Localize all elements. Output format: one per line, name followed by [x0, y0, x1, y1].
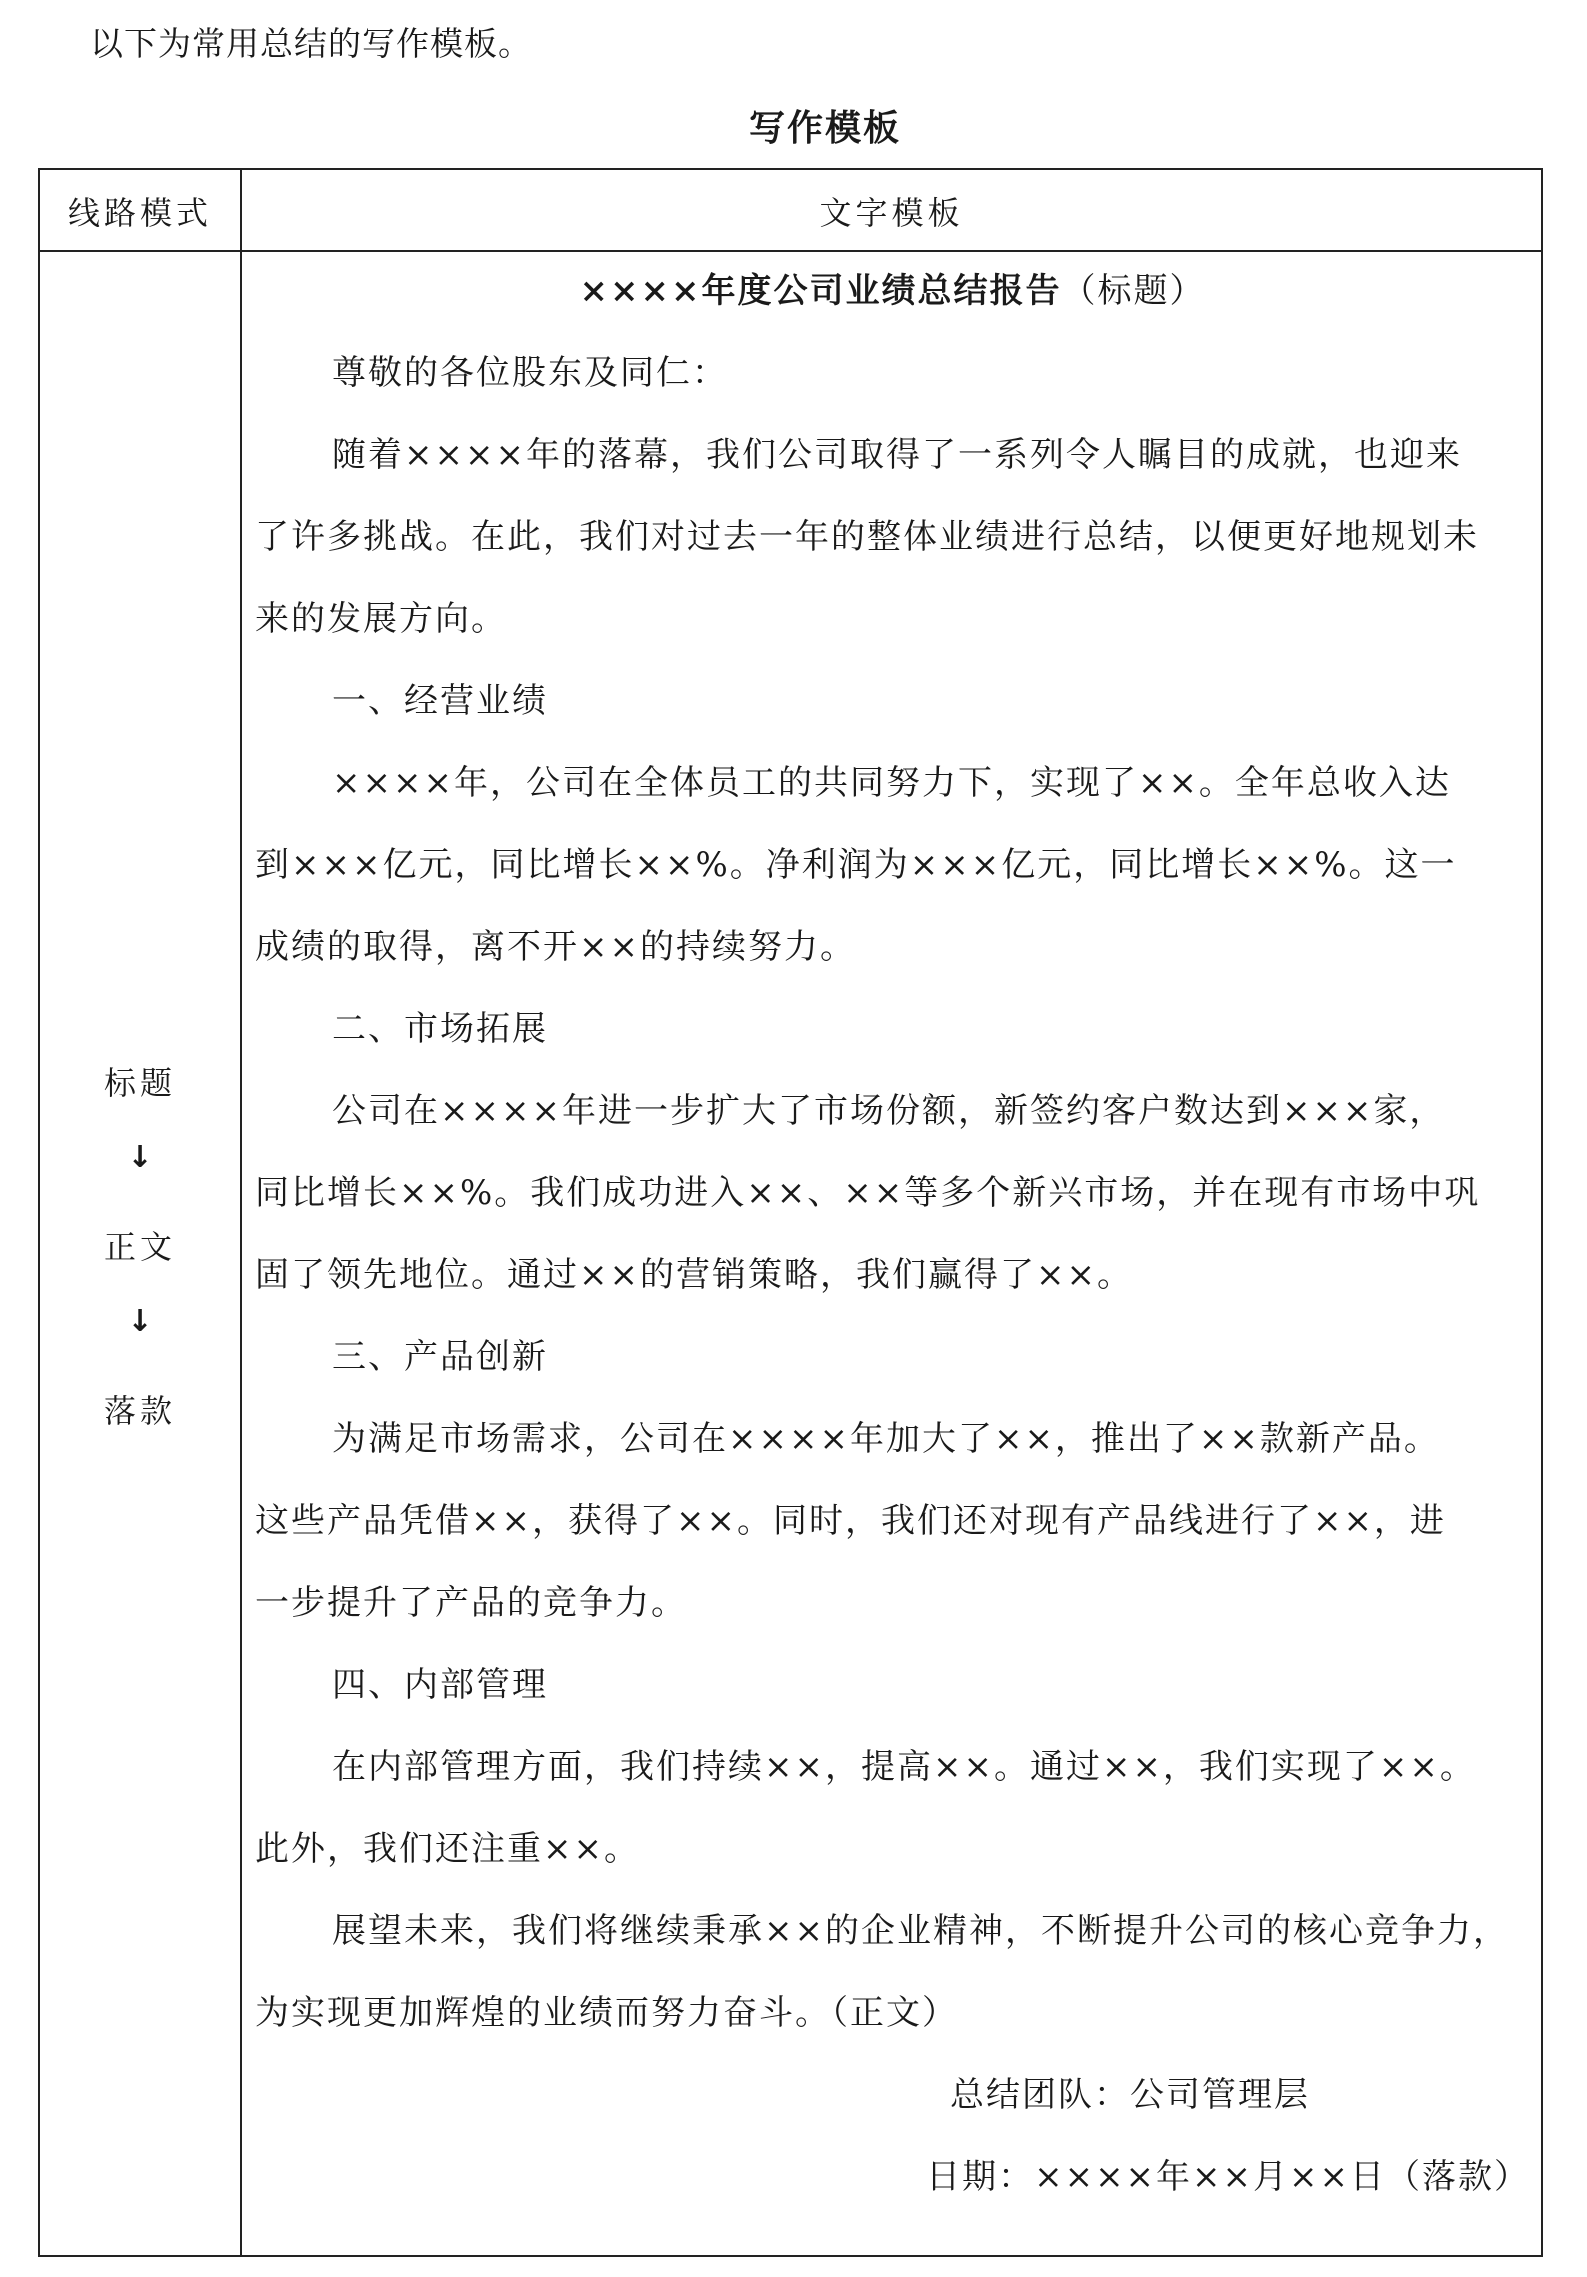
paragraph-line: 同比增长××%。我们成功进入××、××等多个新兴市场，并在现有市场中巩 — [255, 1173, 1481, 1213]
flow-step-signature: 落款 — [103, 1392, 176, 1430]
doc-title-note: （标题） — [1061, 271, 1206, 311]
table-column-divider — [240, 168, 242, 2257]
paragraph-line: 到×××亿元，同比增长××%。净利润为×××亿元，同比增长××%。这一 — [255, 845, 1457, 885]
paragraph-line: 此外，我们还注重××。 — [255, 1829, 640, 1869]
header-text-template: 文字模板 — [819, 194, 964, 232]
paragraph-line: 成绩的取得，离不开××的持续努力。 — [255, 927, 856, 967]
intro-text: 以下为常用总结的写作模板。 — [90, 24, 532, 63]
arrow-down-icon: ↓ — [127, 1304, 153, 1339]
table-border-top — [38, 168, 1543, 170]
table-caption: 写作模板 — [748, 108, 901, 149]
salutation: 尊敬的各位股东及同仁： — [332, 353, 728, 393]
template-body — [255, 250, 1530, 2218]
paragraph-line: 固了领先地位。通过××的营销策略，我们赢得了××。 — [255, 1255, 1133, 1295]
flow-step-title: 标题 — [103, 1064, 176, 1102]
paragraph-line: 这些产品凭借××，获得了××。同时，我们还对现有产品线进行了××，进 — [255, 1501, 1446, 1541]
flow-step-body: 正文 — [103, 1228, 176, 1266]
paragraph-line: 为实现更加辉煌的业绩而努力奋斗。（正文） — [255, 1993, 958, 2033]
header-route-mode: 线路模式 — [67, 194, 212, 232]
table-border-bottom — [38, 2255, 1543, 2257]
arrow-down-icon: ↓ — [127, 1140, 153, 1175]
section-heading: 二、市场拓展 — [332, 1009, 548, 1049]
signature-team: 总结团队：公司管理层 — [950, 2075, 1310, 2115]
paragraph-line: 展望未来，我们将继续秉承××的企业精神，不断提升公司的核心竞争力， — [332, 1911, 1509, 1951]
paragraph-line: 在内部管理方面，我们持续××，提高××。通过××，我们实现了××。 — [332, 1747, 1476, 1787]
table-border-right — [1541, 168, 1543, 2257]
paragraph-line: 为满足市场需求，公司在××××年加大了××，推出了××款新产品。 — [332, 1419, 1440, 1459]
table-border-left — [38, 168, 40, 2257]
doc-title — [255, 250, 1530, 332]
paragraph-line: 一步提升了产品的竞争力。 — [255, 1583, 687, 1623]
paragraph-line: 随着××××年的落幕，我们公司取得了一系列令人瞩目的成就，也迎来 — [332, 435, 1462, 475]
paragraph-line: 了许多挑战。在此，我们对过去一年的整体业绩进行总结，以便更好地规划未 — [255, 517, 1479, 557]
paragraph-line: 来的发展方向。 — [255, 599, 507, 639]
paragraph-line: ××××年，公司在全体员工的共同努力下，实现了××。全年总收入达 — [332, 763, 1451, 803]
section-heading: 一、经营业绩 — [332, 681, 548, 721]
paragraph-line: 公司在××××年进一步扩大了市场份额，新签约客户数达到×××家， — [332, 1091, 1446, 1131]
doc-title-main: ××××年度公司业绩总结报告 — [579, 271, 1062, 311]
section-heading: 四、内部管理 — [332, 1665, 548, 1705]
signature-date: 日期：××××年××月××日（落款） — [926, 2157, 1530, 2197]
section-heading: 三、产品创新 — [332, 1337, 548, 1377]
